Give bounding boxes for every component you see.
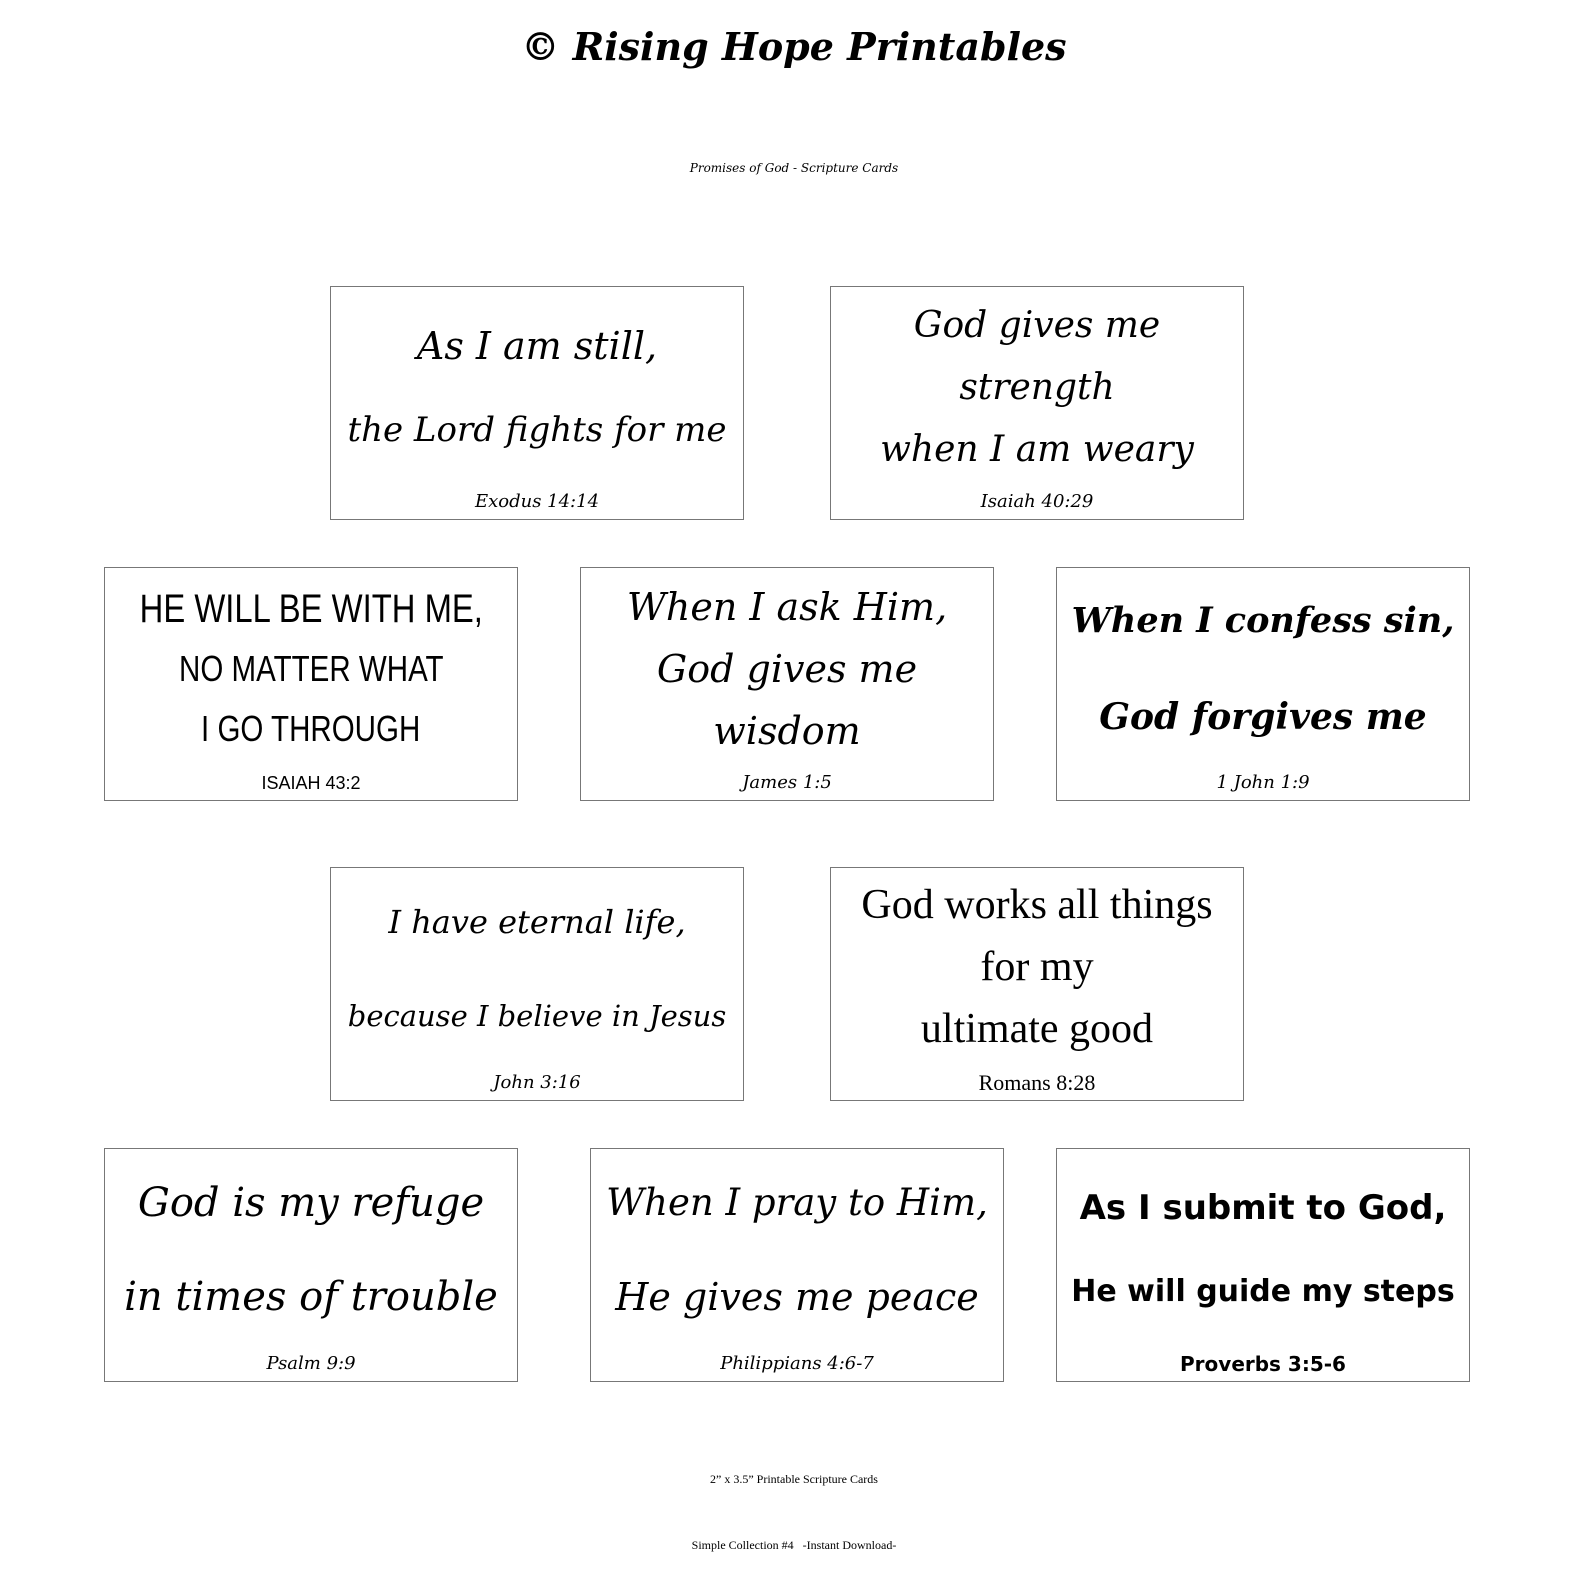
card-reference: Proverbs 3:5-6: [1180, 1352, 1346, 1376]
card-reference: John 3:16: [493, 1072, 581, 1093]
card-verse: God works all things for my ultimate good: [861, 882, 1213, 1052]
scripture-card: [830, 286, 1244, 520]
card-verse: When I confess sin, God forgives me: [1071, 600, 1455, 738]
scripture-card: [104, 1148, 518, 1382]
card-verse: As I am still, the Lord fights for me: [347, 324, 727, 450]
card-verse: God gives me strength when I am weary: [880, 305, 1194, 470]
card-verse: I have eternal life, because I believe in Jesus: [347, 903, 727, 1033]
card-reference: Isaiah 40:29: [980, 491, 1094, 512]
card-reference: James 1:5: [742, 772, 832, 793]
scripture-card: [590, 1148, 1004, 1382]
scripture-card: [104, 567, 518, 801]
scripture-card: [330, 286, 744, 520]
card-reference: Psalm 9:9: [266, 1353, 356, 1374]
scripture-card: [580, 567, 994, 801]
copyright-notice: © Rising Hope Printables: [521, 24, 1067, 69]
card-reference: Exodus 14:14: [474, 491, 600, 512]
scripture-card: [330, 867, 744, 1101]
card-verse: When I ask Him, God gives me wisdom: [626, 585, 948, 753]
collection-line: Simple Collection #4 -Instant Download-: [691, 1538, 897, 1552]
scripture-card: [1056, 1148, 1470, 1382]
product-size-line: 2” x 3.5” Printable Scripture Cards: [710, 1472, 878, 1486]
card-reference: ISAIAH 43:2: [261, 773, 361, 793]
page-title: Promises of God - Scripture Cards: [689, 161, 899, 175]
card-reference: 1 John 1:9: [1216, 772, 1310, 793]
card-verse: When I pray to Him, He gives me peace: [606, 1181, 988, 1319]
card-verse: As I submit to God, He will guide my steps: [1071, 1188, 1455, 1309]
scripture-card: [1056, 567, 1470, 801]
card-reference: Philippians 4:6-7: [720, 1353, 874, 1374]
card-reference: Romans 8:28: [978, 1070, 1096, 1095]
scripture-card: [830, 867, 1244, 1101]
card-verse: HE WILL BE WITH ME, NO MATTER WHAT I GO THROUGH: [139, 587, 483, 749]
card-verse: God is my refuge in times of trouble: [124, 1180, 498, 1320]
